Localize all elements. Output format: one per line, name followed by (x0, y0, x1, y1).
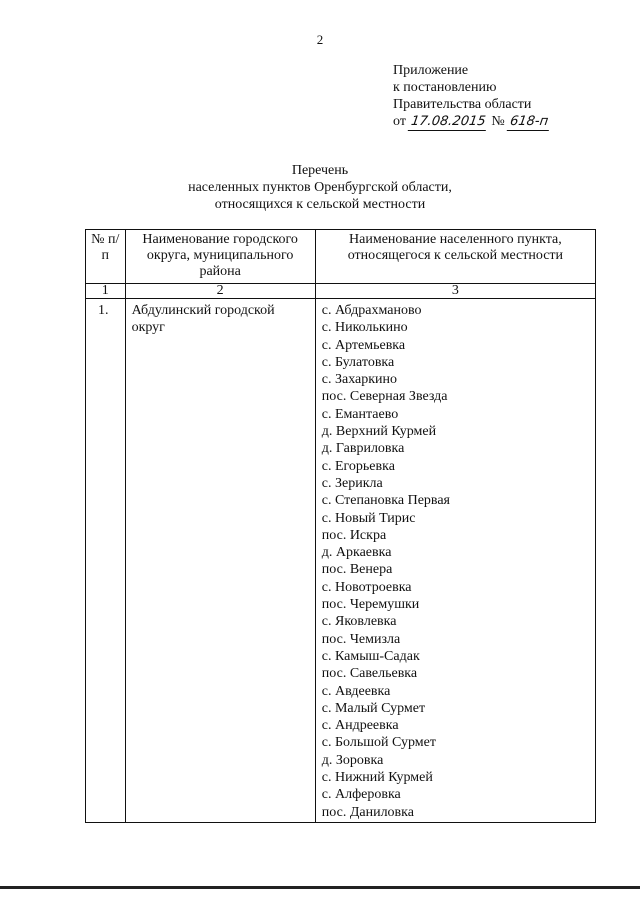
settlements-table (85, 229, 596, 823)
settlement-item: с. Нижний Курмей (321, 770, 433, 786)
appendix-line-3: Правительства области (393, 97, 532, 112)
table-header-row (86, 230, 596, 284)
settlement-item: пос. Северная Звезда (321, 389, 448, 405)
header-district: Наименование городского округа, муниципального района (125, 230, 315, 284)
page-number: 2 (316, 32, 324, 47)
district-name: Абдулинский городской округ (125, 299, 315, 823)
column-number: 3 (315, 284, 595, 299)
settlement-item: с. Новотроевка (321, 579, 412, 595)
settlement-item: с. Емантаево (321, 406, 399, 422)
settlement-item: пос. Венера (321, 562, 393, 578)
table-row (86, 299, 596, 823)
number-sign: № (491, 114, 505, 129)
settlement-item: с. Егорьевка (321, 458, 395, 474)
settlement-item: д. Верхний Курмей (321, 424, 437, 440)
settlement-item: пос. Черемушки (321, 597, 420, 613)
settlement-item: с. Новый Тирис (321, 510, 416, 526)
settlement-item: д. Зоровка (321, 752, 384, 768)
header-settlement: Наименование населенного пункта, относящегося к сельской местности (315, 230, 595, 284)
settlement-item: пос. Чемизла (321, 631, 401, 647)
appendix-line-2: к постановлению (393, 80, 497, 95)
settlement-item: д. Гавриловка (321, 441, 405, 457)
settlement-list (315, 299, 595, 823)
title-line-1: Перечень (291, 163, 349, 178)
settlement-item: пос. Савельевка (321, 666, 418, 682)
settlement-item: с. Степановка Первая (321, 493, 450, 509)
handwritten-number: 618-п (507, 113, 552, 131)
settlement-item: пос. Даниловка (321, 804, 414, 820)
handwritten-date: 17.08.2015 (408, 113, 489, 131)
appendix-line-1: Приложение (393, 63, 469, 78)
settlement-item: с. Булатовка (321, 354, 395, 370)
settlement-item: с. Камыш-Садак (321, 648, 420, 664)
settlement-item: с. Николькино (321, 320, 408, 336)
appendix-block (393, 62, 550, 131)
settlement-item: с. Алферовка (321, 787, 401, 803)
settlement-item: с. Большой Сурмет (321, 735, 436, 751)
settlement-item: пос. Искра (321, 527, 387, 543)
settlement-item: с. Яковлевка (321, 614, 397, 630)
document-title (0, 162, 640, 213)
column-number-row (86, 284, 596, 299)
settlement-item: с. Зерикла (321, 475, 383, 491)
settlement-item: с. Андреевка (321, 718, 399, 734)
column-number: 2 (125, 284, 315, 299)
settlement-item: с. Захаркино (321, 372, 398, 388)
header-number: № п/п (86, 230, 126, 284)
row-number: 1. (86, 299, 126, 823)
settlement-item: с. Авдеевка (321, 683, 391, 699)
scan-edge-line (0, 886, 640, 889)
title-line-2: населенных пунктов Оренбургской области, (188, 180, 452, 195)
column-number: 1 (86, 284, 126, 299)
settlement-item: д. Аркаевка (321, 545, 392, 561)
settlement-item: с. Абдрахманово (321, 303, 422, 318)
title-line-3: относящихся к сельской местности (214, 197, 426, 212)
settlement-item: с. Артемьевка (321, 337, 406, 353)
date-prefix: от (393, 114, 406, 129)
settlement-item: с. Малый Сурмет (321, 700, 426, 716)
appendix-date-line (393, 113, 550, 131)
